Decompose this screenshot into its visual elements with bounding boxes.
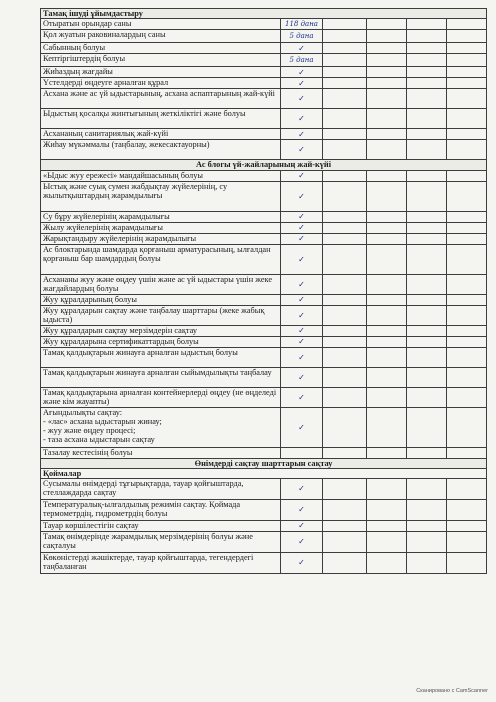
check-cell xyxy=(281,325,323,336)
check-cell xyxy=(281,43,323,54)
empty-cell xyxy=(407,109,447,129)
check-cell xyxy=(281,109,323,129)
empty-cell xyxy=(367,244,407,274)
empty-cell xyxy=(323,325,367,336)
check-cell xyxy=(281,479,323,500)
empty-cell xyxy=(323,170,367,181)
handwritten-note: 5 дана xyxy=(289,56,314,65)
empty-cell xyxy=(447,521,487,532)
table-row xyxy=(41,553,487,574)
empty-cell xyxy=(407,67,447,78)
empty-cell xyxy=(447,211,487,222)
criterion-text: Асхана және ас үй ыдыстарының, асхана аспаптарының жай-күйі xyxy=(41,89,281,109)
empty-cell xyxy=(367,532,407,553)
empty-cell xyxy=(407,170,447,181)
criterion-text: Ыдыстың қосалқы жинтығының жеткіліктігі және болуы xyxy=(41,109,281,129)
empty-cell xyxy=(323,181,367,211)
empty-cell xyxy=(367,233,407,244)
empty-cell xyxy=(447,347,487,367)
table-row xyxy=(41,211,487,222)
empty-cell xyxy=(407,479,447,500)
empty-cell xyxy=(447,140,487,160)
empty-cell xyxy=(367,129,407,140)
table-row xyxy=(41,19,487,30)
empty-cell xyxy=(407,30,447,43)
empty-cell xyxy=(323,222,367,233)
empty-cell xyxy=(407,129,447,140)
table-row xyxy=(41,294,487,305)
empty-cell xyxy=(367,387,407,407)
empty-cell xyxy=(447,78,487,89)
criterion-text: Сабынның болуы xyxy=(41,43,281,54)
empty-cell xyxy=(407,500,447,521)
criterion-text: Жарықтандыру жүйелерінің жарамдылығы xyxy=(41,233,281,244)
table-row xyxy=(41,336,487,347)
empty-cell xyxy=(447,407,487,447)
check-cell xyxy=(281,407,323,447)
empty-cell xyxy=(367,19,407,30)
check-cell xyxy=(281,181,323,211)
empty-cell xyxy=(447,54,487,67)
empty-cell xyxy=(367,294,407,305)
subsection-title: Қоймалар xyxy=(41,468,487,478)
scanner-watermark: Сканировано с CamScanner xyxy=(416,688,488,694)
empty-cell xyxy=(323,54,367,67)
empty-cell xyxy=(367,407,407,447)
check-cell xyxy=(281,140,323,160)
criterion-text: Асхананы жуу және өңдеу үшін және ас үй ыдыстары үшін жеке жағдайлардың болуы xyxy=(41,274,281,294)
check-mark: ✓ xyxy=(298,129,305,139)
check-mark: ✓ xyxy=(298,505,305,515)
empty-cell xyxy=(447,336,487,347)
subsection-row xyxy=(41,468,487,478)
check-cell xyxy=(281,211,323,222)
criterion-text: Отыратын орындар саны xyxy=(41,19,281,30)
check-mark: ✓ xyxy=(298,337,305,346)
check-cell xyxy=(281,89,323,109)
criterion-text: Қол жуатын раковиналардың саны xyxy=(41,30,281,43)
empty-cell xyxy=(407,244,447,274)
check-cell xyxy=(281,274,323,294)
check-mark: ✓ xyxy=(298,295,305,304)
criterion-text: Тамақ қалдықтарына арналған контейнерлерді өңдеу (не өңделеді және кім жауапты) xyxy=(41,387,281,407)
empty-cell xyxy=(447,305,487,325)
check-mark: ✓ xyxy=(298,145,305,155)
empty-cell xyxy=(323,532,367,553)
table-row xyxy=(41,447,487,458)
handwritten-note: 118 дана xyxy=(285,20,318,29)
empty-cell xyxy=(323,211,367,222)
handwritten-note: 5 дана xyxy=(289,32,314,41)
check-mark: ✓ xyxy=(298,212,305,221)
empty-cell xyxy=(407,367,447,387)
empty-cell xyxy=(367,30,407,43)
table-row xyxy=(41,54,487,67)
empty-cell xyxy=(367,211,407,222)
check-mark: ✓ xyxy=(298,191,305,201)
empty-cell xyxy=(323,78,367,89)
table-row xyxy=(41,305,487,325)
empty-cell xyxy=(367,109,407,129)
empty-cell xyxy=(323,140,367,160)
section-title: Өнімдерді сақтау шарттарын сақтау xyxy=(41,458,487,468)
empty-cell xyxy=(323,305,367,325)
empty-cell xyxy=(407,447,447,458)
criterion-text: Ыстық және суық сумен жабдықтау жүйелерінің, су жылытқыштардың жарамдылығы xyxy=(41,181,281,211)
check-mark: ✓ xyxy=(298,537,305,547)
empty-cell xyxy=(407,325,447,336)
empty-cell xyxy=(407,347,447,367)
check-cell xyxy=(281,367,323,387)
empty-cell xyxy=(367,222,407,233)
empty-cell xyxy=(367,521,407,532)
empty-cell xyxy=(323,447,367,458)
empty-cell xyxy=(447,447,487,458)
table-row xyxy=(41,233,487,244)
empty-cell xyxy=(367,274,407,294)
empty-cell xyxy=(367,325,407,336)
empty-cell xyxy=(407,78,447,89)
empty-cell xyxy=(447,109,487,129)
empty-cell xyxy=(367,479,407,500)
check-cell xyxy=(281,294,323,305)
empty-cell xyxy=(323,387,367,407)
check-cell xyxy=(281,67,323,78)
empty-cell xyxy=(407,274,447,294)
empty-cell xyxy=(323,347,367,367)
check-cell xyxy=(281,222,323,233)
check-cell xyxy=(281,336,323,347)
check-mark: ✓ xyxy=(298,254,305,264)
empty-cell xyxy=(407,89,447,109)
check-mark: ✓ xyxy=(298,392,305,402)
criterion-text: Жуу құралдарын сақтау мерзімдерін сақтау xyxy=(41,325,281,336)
empty-cell xyxy=(407,532,447,553)
check-cell xyxy=(281,233,323,244)
section-header-catering xyxy=(41,9,487,19)
table-row xyxy=(41,274,487,294)
empty-cell xyxy=(447,479,487,500)
empty-cell xyxy=(367,347,407,367)
table-row xyxy=(41,140,487,160)
check-mark: ✓ xyxy=(298,521,305,531)
empty-cell xyxy=(323,233,367,244)
check-mark: ✓ xyxy=(298,352,305,362)
empty-cell xyxy=(447,67,487,78)
check-mark: ✓ xyxy=(298,279,305,289)
empty-cell xyxy=(367,67,407,78)
check-mark: ✓ xyxy=(298,94,305,104)
empty-cell xyxy=(407,521,447,532)
check-cell xyxy=(281,447,323,458)
criterion-text: Жуу құралдарының болуы xyxy=(41,294,281,305)
empty-cell xyxy=(323,274,367,294)
table-row xyxy=(41,500,487,521)
empty-cell xyxy=(367,78,407,89)
empty-cell xyxy=(407,407,447,447)
empty-cell xyxy=(367,336,407,347)
empty-cell xyxy=(447,19,487,30)
criterion-text: Жиһаздың жағдайы xyxy=(41,67,281,78)
criterion-text: Жуу құралдарына сертификаттардың болуы xyxy=(41,336,281,347)
empty-cell xyxy=(407,19,447,30)
criterion-text: Үстелдерді өңдеуге арналған құрал xyxy=(41,78,281,89)
empty-cell xyxy=(447,222,487,233)
empty-cell xyxy=(447,89,487,109)
check-mark: ✓ xyxy=(298,78,305,88)
empty-cell xyxy=(323,89,367,109)
empty-cell xyxy=(323,244,367,274)
empty-cell xyxy=(447,233,487,244)
empty-cell xyxy=(407,43,447,54)
empty-cell xyxy=(447,500,487,521)
empty-cell xyxy=(323,129,367,140)
empty-cell xyxy=(447,170,487,181)
empty-cell xyxy=(407,140,447,160)
empty-cell xyxy=(407,553,447,574)
section-header-kitchen xyxy=(41,160,487,170)
empty-cell xyxy=(323,30,367,43)
table-row xyxy=(41,78,487,89)
check-mark: ✓ xyxy=(298,326,305,335)
empty-cell xyxy=(447,532,487,553)
criterion-text: Ас блоктарында шамдарда қорғаныш арматурасының, ылғалдан қорғаныш бар шамдардың болуы xyxy=(41,244,281,274)
check-cell xyxy=(281,30,323,43)
table-row xyxy=(41,43,487,54)
empty-cell xyxy=(367,500,407,521)
empty-cell xyxy=(323,521,367,532)
empty-cell xyxy=(367,367,407,387)
check-mark: ✓ xyxy=(298,484,305,494)
criterion-text: Тамақ өнімдерінде жарамдылық мерзімдерінің болуы және сақталуы xyxy=(41,532,281,553)
empty-cell xyxy=(323,294,367,305)
empty-cell xyxy=(407,387,447,407)
empty-cell xyxy=(367,140,407,160)
empty-cell xyxy=(367,43,407,54)
empty-cell xyxy=(323,67,367,78)
check-cell xyxy=(281,347,323,367)
empty-cell xyxy=(407,222,447,233)
empty-cell xyxy=(323,500,367,521)
criterion-text: Тазалау кестесінің болуы xyxy=(41,447,281,458)
empty-cell xyxy=(407,181,447,211)
check-mark: ✓ xyxy=(298,234,305,243)
criterion-text: Су бұру жүйелерінің жарамдылығы xyxy=(41,211,281,222)
table-row xyxy=(41,532,487,553)
empty-cell xyxy=(367,181,407,211)
empty-cell xyxy=(447,274,487,294)
check-mark: ✓ xyxy=(298,171,305,180)
table-row xyxy=(41,181,487,211)
empty-cell xyxy=(447,367,487,387)
empty-cell xyxy=(367,447,407,458)
empty-cell xyxy=(447,387,487,407)
check-mark: ✓ xyxy=(298,422,305,432)
empty-cell xyxy=(323,553,367,574)
empty-cell xyxy=(367,54,407,67)
check-mark: ✓ xyxy=(298,372,305,382)
criterion-text: Тамақ қалдықтарын жинауға арналған сыйымдылықты таңбалау xyxy=(41,367,281,387)
inspection-table xyxy=(40,8,487,574)
empty-cell xyxy=(323,479,367,500)
check-mark: ✓ xyxy=(298,114,305,124)
check-cell xyxy=(281,305,323,325)
empty-cell xyxy=(407,305,447,325)
table-row xyxy=(41,67,487,78)
criterion-text: Жиһау мүкәммалы (таңбалау, жекесактауорны) xyxy=(41,140,281,160)
table-row xyxy=(41,479,487,500)
empty-cell xyxy=(407,233,447,244)
table-row xyxy=(41,222,487,233)
check-cell xyxy=(281,521,323,532)
check-mark: ✓ xyxy=(298,310,305,320)
empty-cell xyxy=(367,553,407,574)
empty-cell xyxy=(323,109,367,129)
check-cell xyxy=(281,19,323,30)
criterion-text: «Ыдыс жуу ережесі» мандайшасының болуы xyxy=(41,170,281,181)
empty-cell xyxy=(407,336,447,347)
table-row xyxy=(41,367,487,387)
empty-cell xyxy=(323,367,367,387)
check-cell xyxy=(281,129,323,140)
table-row xyxy=(41,129,487,140)
empty-cell xyxy=(323,19,367,30)
table-row xyxy=(41,347,487,367)
criterion-text: Тамақ қалдықтарын жинауға арналған ыдыстың болуы xyxy=(41,347,281,367)
criterion-text: Жуу құралдарын сақтау және таңбалау шарттары (жеке жабық ыдыста) xyxy=(41,305,281,325)
table-row xyxy=(41,109,487,129)
criterion-text: Көкөністерді жәшіктерде, тауар қойғыштарда, тегендердегі таңбаланған xyxy=(41,553,281,574)
check-mark: ✓ xyxy=(298,558,305,568)
check-mark: ✓ xyxy=(298,67,305,77)
empty-cell xyxy=(367,89,407,109)
empty-cell xyxy=(447,244,487,274)
criterion-text: Кептіргіштердің болуы xyxy=(41,54,281,67)
empty-cell xyxy=(323,407,367,447)
criterion-text: Жылу жүйелерінің жарамдылығы xyxy=(41,222,281,233)
empty-cell xyxy=(447,43,487,54)
check-cell xyxy=(281,170,323,181)
empty-cell xyxy=(447,129,487,140)
empty-cell xyxy=(323,43,367,54)
empty-cell xyxy=(447,294,487,305)
empty-cell xyxy=(447,553,487,574)
table-row xyxy=(41,30,487,43)
empty-cell xyxy=(367,170,407,181)
table-row xyxy=(41,387,487,407)
empty-cell xyxy=(447,325,487,336)
check-mark: ✓ xyxy=(298,43,305,53)
empty-cell xyxy=(447,30,487,43)
table-row xyxy=(41,89,487,109)
check-cell xyxy=(281,500,323,521)
table-row xyxy=(41,407,487,447)
criterion-text: Ағындылықты сақтау: - «лас» асхана ыдыстарын жинау; - жуу және өңдеу процесі; - таза асхана ыдыстарын сақтау xyxy=(41,407,281,447)
table-row xyxy=(41,244,487,274)
section-header-storage xyxy=(41,458,487,468)
check-cell xyxy=(281,387,323,407)
empty-cell xyxy=(323,336,367,347)
empty-cell xyxy=(407,294,447,305)
criterion-text: Асхананың санитариялық жай-күйі xyxy=(41,129,281,140)
criterion-text: Температуралық-ылғалдылық режимін сақтау. Қоймада термометрдің, гидрометрдің болуы xyxy=(41,500,281,521)
check-cell xyxy=(281,78,323,89)
empty-cell xyxy=(447,181,487,211)
check-mark: ✓ xyxy=(298,223,305,232)
check-cell xyxy=(281,532,323,553)
criterion-text: Сусымалы өнімдерді тұғырықтарда, тауар қойғыштарда, стеллаждарда сақтау xyxy=(41,479,281,500)
empty-cell xyxy=(407,54,447,67)
table-row xyxy=(41,170,487,181)
empty-cell xyxy=(367,305,407,325)
check-cell xyxy=(281,54,323,67)
empty-cell xyxy=(407,211,447,222)
check-cell xyxy=(281,553,323,574)
section-title: Тамақ ішуді ұйымдастыру xyxy=(41,9,487,19)
criterion-text: Тауар көршілестігін сақтау xyxy=(41,521,281,532)
table-row xyxy=(41,325,487,336)
section-title: Ас блогы үй-жайларының жай-күйі xyxy=(41,160,487,170)
check-cell xyxy=(281,244,323,274)
table-row xyxy=(41,521,487,532)
